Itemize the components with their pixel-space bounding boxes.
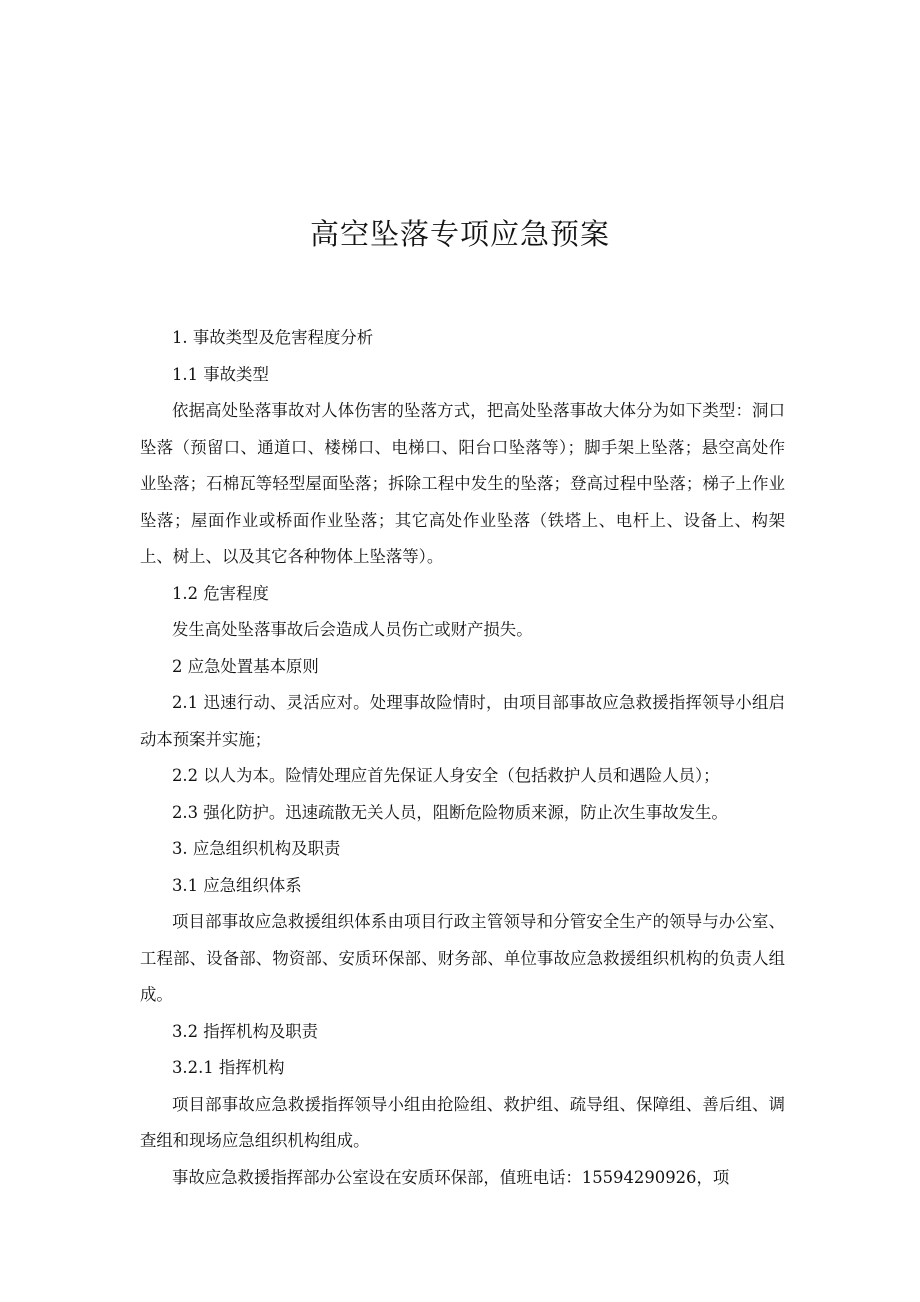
principle-2-1: 2.1 迅速行动、灵活应对。处理事故险情时，由项目部事故应急救援指挥领导小组启动本预案并实施； xyxy=(140,693,785,749)
section-heading-2: 2 应急处置基本原则 xyxy=(172,656,319,676)
principle-2-2: 2.2 以人为本。险情处理应首先保证人身安全（包括救护人员和遇险人员）； xyxy=(172,766,720,785)
section-heading-3: 3. 应急组织机构及职责 xyxy=(172,839,341,858)
subsection-heading-3-1: 3.1 应急组织体系 xyxy=(172,875,302,895)
subsection-heading-1-1: 1.1 事故类型 xyxy=(172,364,269,384)
paragraph-command-structure: 项目部事故应急救援指挥领导小组由抢险组、救护组、疏导组、保障组、善后组、调查组和现场应急组织机构组成。 xyxy=(140,1094,785,1150)
paragraph-accident-types: 依据高处坠落事故对人体伤害的坠落方式，把高处坠落事故大体分为如下类型：洞口坠落（预留口、通道口、楼梯口、电梯口、阳台口坠落等）；脚手架上坠落；悬空高处作业坠落；石棉瓦等轻型屋面坠落；拆除工程中发生的坠落；登高过程中坠落；梯子上作业坠落；屋面作业或桥面作业坠落；其它高处作业坠落（铁塔上、电杆上、设备上、构架上、树上、以及其它各种物体上坠落等）。 xyxy=(140,401,785,566)
paragraph-harm-level: 发生高处坠落事故后会造成人员伤亡或财产损失。 xyxy=(172,620,533,639)
subsection-heading-3-2-1: 3.2.1 指挥机构 xyxy=(172,1058,285,1077)
document-body xyxy=(140,320,785,1196)
paragraph-organization-system: 项目部事故应急救援组织体系由项目行政主管领导和分管安全生产的领导与办公室、工程部、设备部、物资部、安质环保部、财务部、单位事故应急救援组织机构的负责人组成。 xyxy=(140,912,785,1004)
paragraph-command-office: 事故应急救援指挥部办公室设在安质环保部，值班电话：15594290926，项 xyxy=(172,1167,730,1187)
section-heading-1: 1. 事故类型及危害程度分析 xyxy=(172,328,374,347)
subsection-heading-1-2: 1.2 危害程度 xyxy=(172,583,269,603)
document-title: 高空坠落专项应急预案 xyxy=(309,217,610,251)
principle-2-3: 2.3 强化防护。迅速疏散无关人员，阻断危险物质来源，防止次生事故发生。 xyxy=(172,802,728,822)
subsection-heading-3-2: 3.2 指挥机构及职责 xyxy=(172,1021,319,1041)
